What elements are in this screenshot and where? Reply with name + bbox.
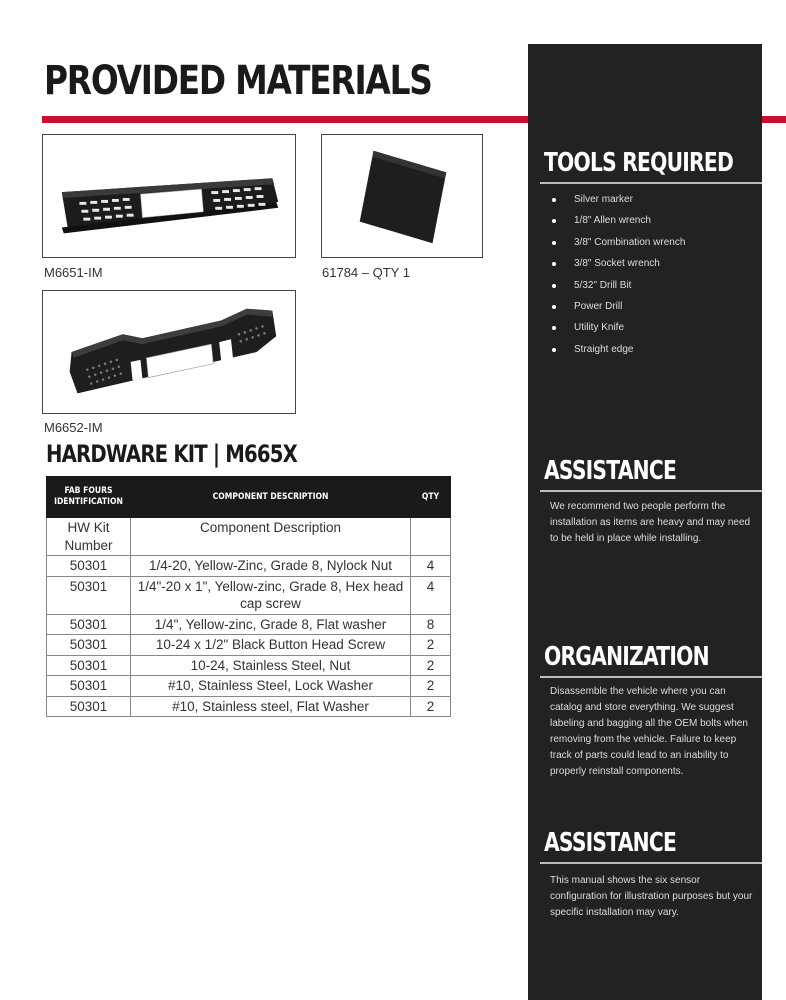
table-cell: 50301 <box>47 556 131 577</box>
table-cell: 4 <box>411 576 451 614</box>
divider <box>540 490 762 492</box>
hardware-table <box>46 476 451 717</box>
table-row <box>47 518 451 556</box>
table-cell: 2 <box>411 635 451 656</box>
table-cell: 50301 <box>47 655 131 676</box>
table-cell: #10, Stainless steel, Flat Washer <box>131 696 411 717</box>
product-image-61784 <box>321 134 483 258</box>
table-cell: 1/4", Yellow-zinc, Grade 8, Flat washer <box>131 614 411 635</box>
page-title: PROVIDED MATERIALS <box>44 58 432 104</box>
table-cell: 8 <box>411 614 451 635</box>
product-image-m6652 <box>42 290 296 414</box>
table-row <box>47 635 451 656</box>
table-row <box>47 655 451 676</box>
table-row <box>47 676 451 697</box>
list-item: Power Drill <box>546 301 685 322</box>
list-item: Straight edge <box>546 344 685 365</box>
table-cell: 50301 <box>47 696 131 717</box>
sidebar <box>528 44 762 1000</box>
list-item: 3/8" Socket wrench <box>546 258 685 279</box>
column-header: QTY <box>411 477 451 518</box>
tools-heading: TOOLS REQUIRED <box>544 148 734 178</box>
table-cell: 4 <box>411 556 451 577</box>
divider <box>540 862 762 864</box>
bumper-bar-icon <box>43 135 295 257</box>
list-item: 5/32" Drill Bit <box>546 280 685 301</box>
square-pad-icon <box>322 135 482 257</box>
table-header-row <box>47 477 451 518</box>
product-caption: M6652-IM <box>44 420 103 435</box>
product-image-m6651 <box>42 134 296 258</box>
organization-heading: ORGANIZATION <box>544 642 709 672</box>
table-cell: 50301 <box>47 635 131 656</box>
table-cell: Component Description <box>131 518 411 556</box>
tools-list <box>546 194 685 365</box>
assistance-heading: ASSISTANCE <box>544 456 677 486</box>
table-row <box>47 556 451 577</box>
table-cell: 2 <box>411 696 451 717</box>
table-cell: 50301 <box>47 614 131 635</box>
table-row <box>47 696 451 717</box>
table-cell: 2 <box>411 676 451 697</box>
table-cell: 2 <box>411 655 451 676</box>
table-cell: 10-24, Stainless Steel, Nut <box>131 655 411 676</box>
table-cell: 1/4-20, Yellow-Zinc, Grade 8, Nylock Nut <box>131 556 411 577</box>
assistance-text: We recommend two people perform the installation as items are heavy and may need to be held in place while installing. <box>550 501 751 544</box>
bumper-bracket-icon <box>43 291 295 413</box>
column-header: FAB FOURS IDENTIFICATION <box>47 477 131 518</box>
product-caption: M6651-IM <box>44 265 103 280</box>
column-header: COMPONENT DESCRIPTION <box>131 477 411 518</box>
hardware-kit-title: HARDWARE KIT | M665X <box>46 440 298 468</box>
table-cell <box>411 518 451 556</box>
table-row <box>47 576 451 614</box>
table-cell: 1/4"-20 x 1", Yellow-zinc, Grade 8, Hex head cap screw <box>131 576 411 614</box>
list-item: 1/8" Allen wrench <box>546 215 685 236</box>
table-cell: #10, Stainless Steel, Lock Washer <box>131 676 411 697</box>
product-caption: 61784 – QTY 1 <box>322 265 410 280</box>
assistance-text: This manual shows the six sensor configuration for illustration purposes but your specific installation may vary. <box>550 875 753 918</box>
list-item: 3/8" Combination wrench <box>546 237 685 258</box>
list-item: Utility Knife <box>546 322 685 343</box>
list-item: Silver marker <box>546 194 685 215</box>
table-cell: 10-24 x 1/2" Black Button Head Screw <box>131 635 411 656</box>
divider <box>540 676 762 678</box>
table-cell: 50301 <box>47 676 131 697</box>
assistance-heading: ASSISTANCE <box>544 828 677 858</box>
table-row <box>47 614 451 635</box>
divider <box>540 182 762 184</box>
table-cell: HW Kit Number <box>47 518 131 556</box>
organization-text: Disassemble the vehicle where you can catalog and store everything. We suggest labeling and bagging all the OEM bolts when removing from the vehicle. Failure to keep track of parts could lead to an inability to properly reinstall components. <box>550 686 748 777</box>
table-cell: 50301 <box>47 576 131 614</box>
